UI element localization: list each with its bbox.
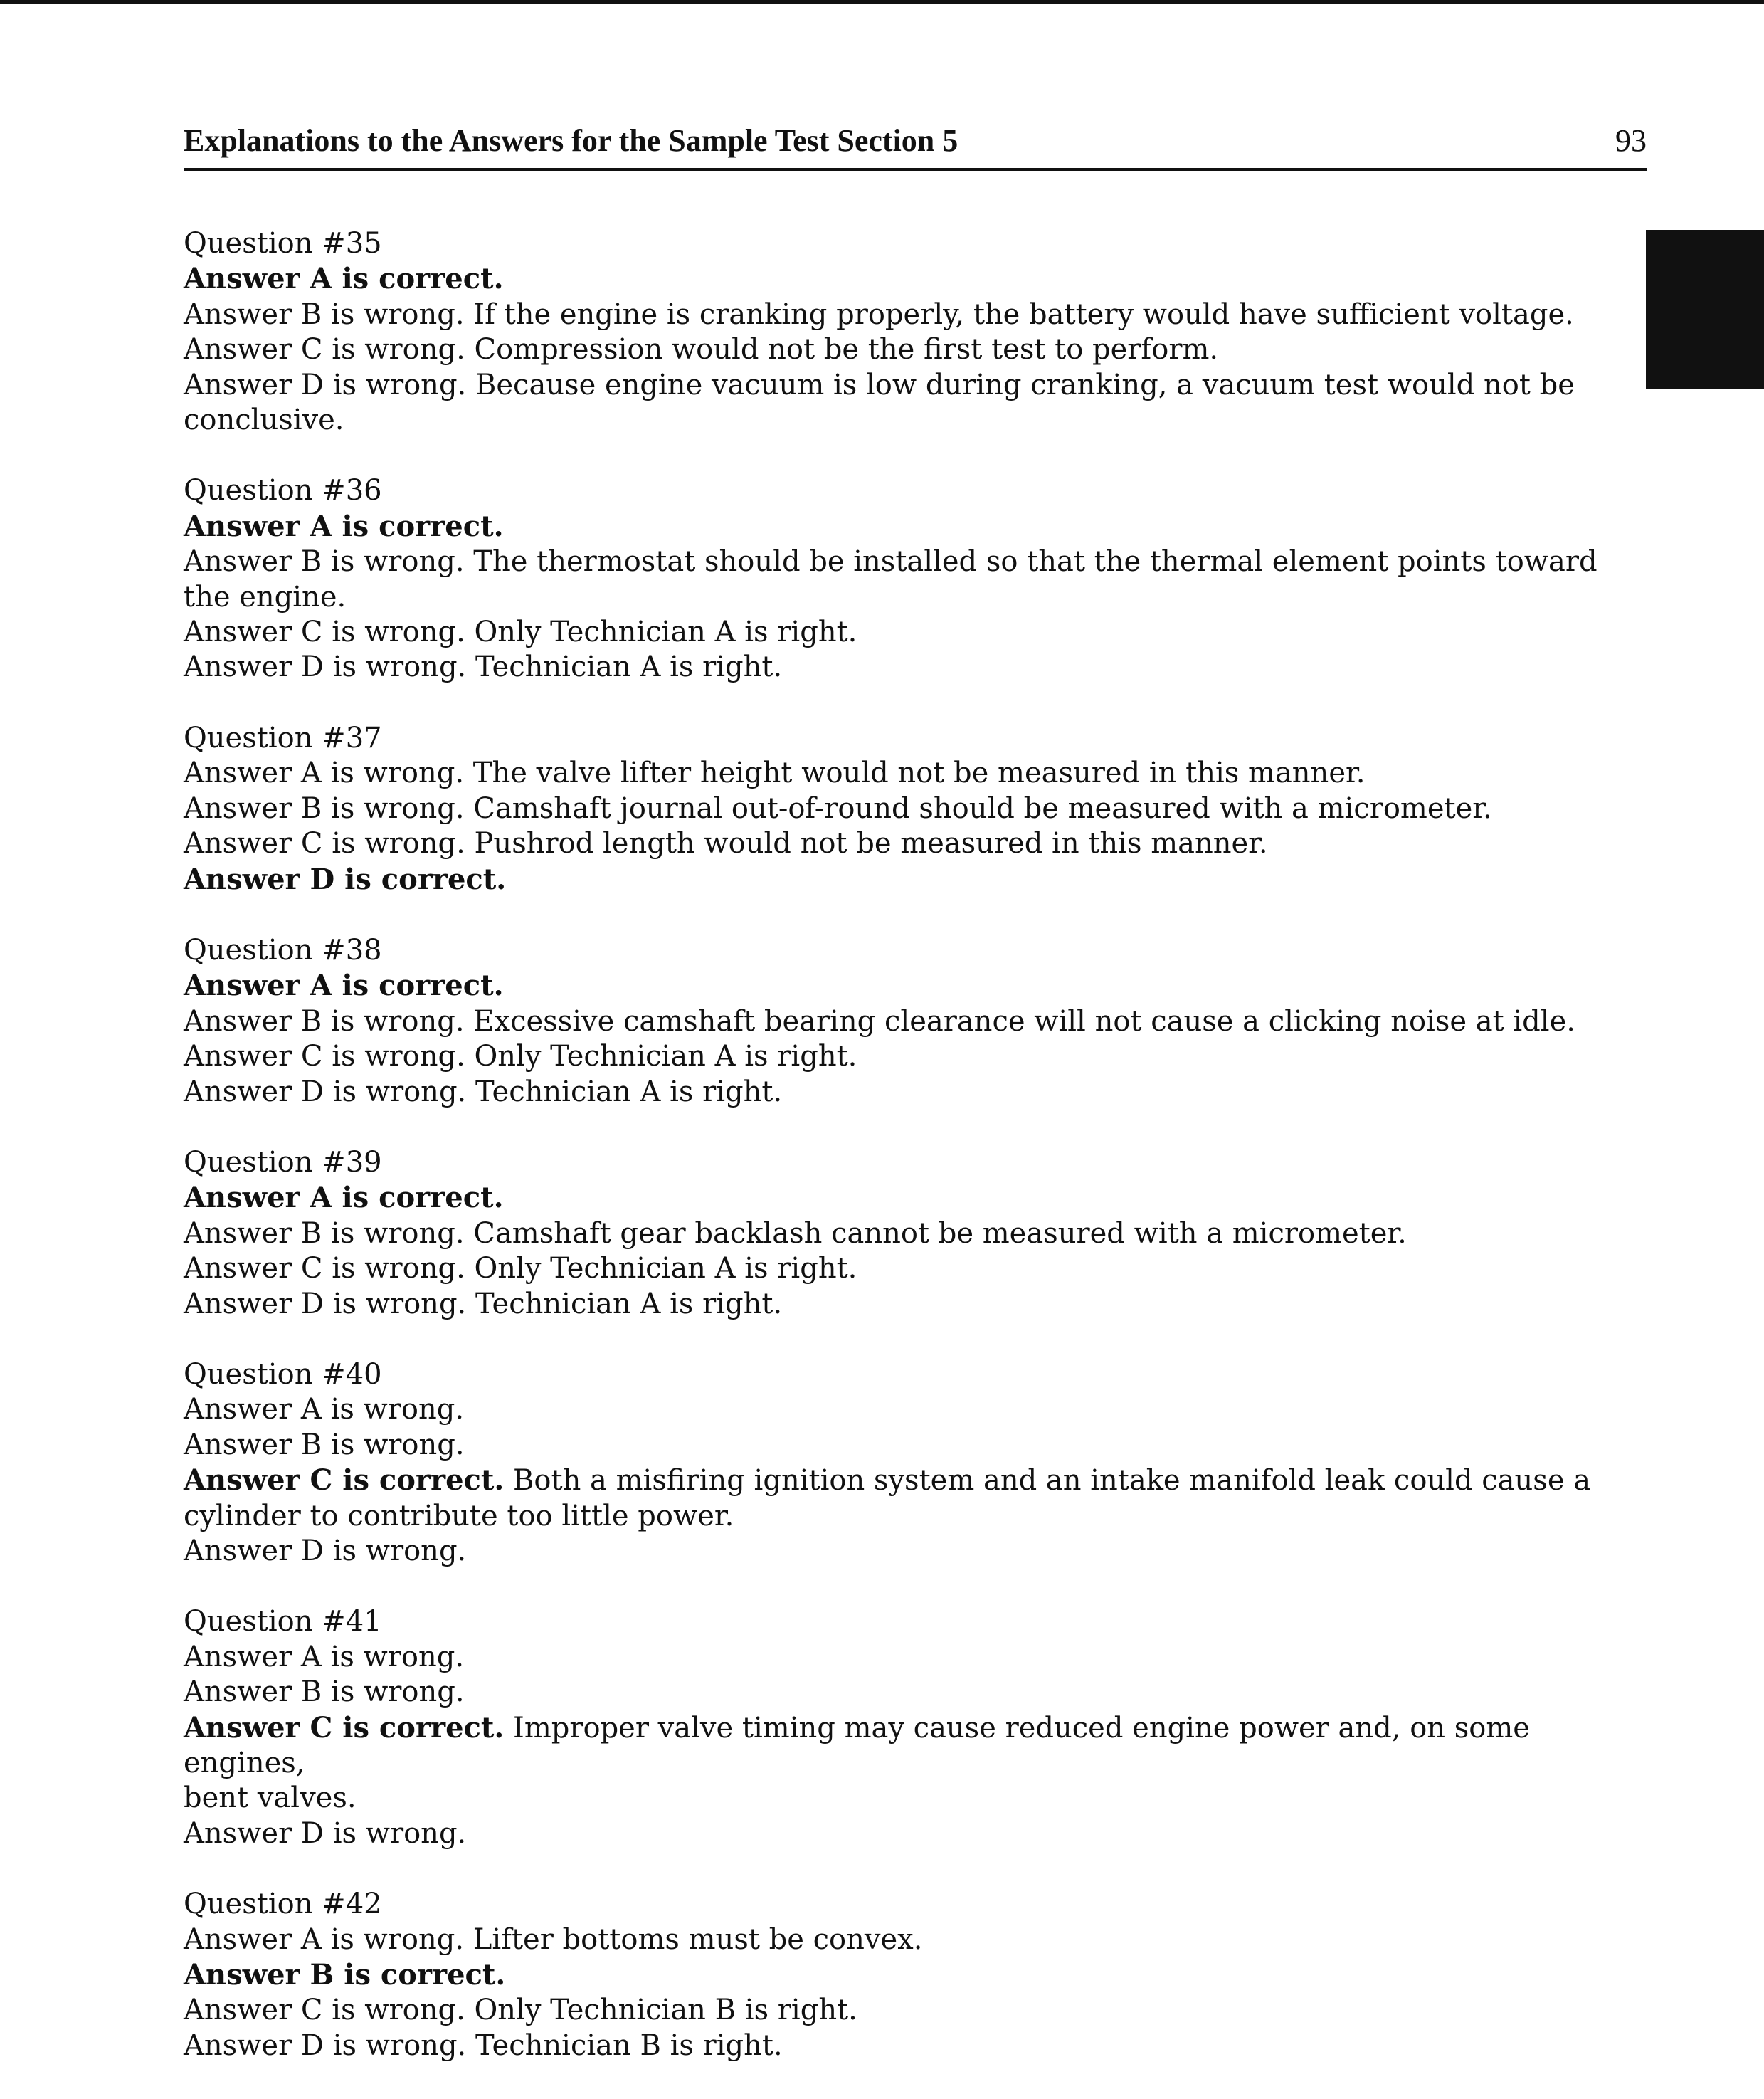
answer-explanation: Answer B is wrong. Camshaft gear backlash cannot be measured with a micrometer.	[184, 1216, 1407, 1250]
answer-explanation: Answer D is wrong.	[184, 1535, 467, 1567]
answer-explanation: Answer A is wrong. Lifter bottoms must be convex.	[184, 1922, 923, 1956]
answer-explanation: Answer D is wrong. Technician A is right.	[184, 1287, 783, 1320]
answer-explanation: conclusive.	[184, 404, 344, 437]
answer-explanation: Answer D is wrong.	[184, 1816, 467, 1850]
answer-line	[184, 650, 1649, 685]
correct-answer-label: Answer C is correct.	[184, 1710, 505, 1745]
answer-explanation: Answer C is wrong. Pushrod length would not be measured in this manner.	[184, 827, 1268, 861]
question-block	[184, 1357, 1649, 1569]
answer-line	[184, 2029, 1649, 2063]
answer-explanation: Answer C is wrong. Only Technician A is right.	[184, 616, 857, 649]
question-block	[184, 1604, 1649, 1851]
question-block	[184, 1145, 1649, 1322]
answer-line	[184, 1640, 1649, 1675]
running-title: Explanations to the Answers for the Sample Test Section 5	[184, 123, 958, 158]
question-title: Question #36	[184, 474, 382, 507]
answer-explanation: Answer C is wrong. Compression would not be the first test to perform.	[184, 333, 1219, 367]
answer-explanations	[184, 226, 1649, 2099]
question-block	[184, 1887, 1649, 2063]
answer-line	[184, 403, 1649, 438]
question-block	[184, 933, 1649, 1110]
answer-line	[184, 580, 1649, 615]
answer-line	[184, 368, 1649, 403]
answer-line	[184, 1993, 1649, 2028]
answer-line	[184, 1781, 1649, 1816]
answer-explanation: Answer D is wrong. Technician B is right.	[184, 2029, 783, 2062]
answer-explanation: Improper valve timing may cause reduced engine power and, on some engines,	[184, 1711, 1539, 1780]
answer-explanation: Answer C is wrong. Only Technician A is right.	[184, 1040, 857, 1073]
question-title: Question #41	[184, 1605, 382, 1638]
correct-answer-label: Answer A is correct.	[184, 262, 504, 296]
answer-line	[184, 545, 1649, 579]
answer-explanation: Answer B is wrong. Excessive camshaft bearing clearance will not cause a clicking noise at idle.	[184, 1004, 1575, 1038]
question-title: Question #39	[184, 1145, 382, 1179]
section-thumb-tab	[1646, 230, 1764, 389]
answer-line	[184, 1004, 1649, 1039]
answer-line	[184, 826, 1649, 861]
answer-explanation: Answer B is wrong. If the engine is cranking properly, the battery would have sufficient voltage.	[184, 298, 1574, 331]
answer-explanation: Answer A is wrong. The valve lifter height would not be measured in this manner.	[184, 757, 1366, 790]
answer-line	[184, 615, 1649, 650]
answer-line	[184, 1428, 1649, 1463]
answer-line	[184, 791, 1649, 826]
answer-explanation: Answer B is wrong.	[184, 1428, 465, 1461]
correct-answer-label: Answer B is correct.	[184, 1958, 506, 1992]
answer-line	[184, 1675, 1649, 1710]
answer-line	[184, 1710, 1649, 1782]
answer-line	[184, 1216, 1649, 1251]
question-title: Question #35	[184, 227, 382, 260]
page-number: 93	[1615, 123, 1647, 158]
answer-line	[184, 1075, 1649, 1110]
answer-line	[184, 1251, 1649, 1286]
question-block	[184, 226, 1649, 438]
answer-explanation: the engine.	[184, 580, 347, 614]
answer-line	[184, 1499, 1649, 1534]
answer-line	[184, 1392, 1649, 1427]
answer-explanation: Answer D is wrong. Because engine vacuum is low during cranking, a vacuum test would not be	[184, 368, 1575, 401]
answer-line	[184, 1957, 1649, 1993]
answer-line	[184, 1180, 1649, 1216]
question-title: Question #38	[184, 933, 382, 967]
question-title: Question #42	[184, 1888, 382, 1921]
question-block	[184, 473, 1649, 685]
answer-explanation: cylinder to contribute too little power.	[184, 1499, 734, 1532]
question-title: Question #40	[184, 1357, 382, 1391]
correct-answer-label: Answer D is correct.	[184, 862, 507, 896]
correct-answer-label: Answer C is correct.	[184, 1463, 505, 1498]
answer-line	[184, 1039, 1649, 1074]
answer-explanation: bent valves.	[184, 1782, 357, 1815]
answer-line	[184, 298, 1649, 332]
top-border-rule	[0, 0, 1764, 4]
correct-answer-label: Answer A is correct.	[184, 1181, 504, 1215]
answer-line	[184, 862, 1649, 898]
question-block	[184, 721, 1649, 898]
answer-explanation: Answer D is wrong. Technician A is right.	[184, 1075, 783, 1108]
answer-line	[184, 1534, 1649, 1569]
answer-explanation: Answer B is wrong. The thermostat should be installed so that the thermal element points toward	[184, 545, 1597, 579]
question-title: Question #37	[184, 721, 382, 754]
answer-line	[184, 332, 1649, 367]
answer-line	[184, 1287, 1649, 1322]
answer-line	[184, 1463, 1649, 1498]
answer-explanation: Answer A is wrong.	[184, 1640, 465, 1673]
correct-answer-label: Answer A is correct.	[184, 509, 504, 543]
answer-explanation: Answer A is wrong.	[184, 1393, 465, 1426]
correct-answer-label: Answer A is correct.	[184, 969, 504, 1003]
answer-line	[184, 1816, 1649, 1851]
answer-explanation: Answer B is wrong.	[184, 1675, 465, 1709]
answer-line	[184, 968, 1649, 1004]
answer-line	[184, 509, 1649, 545]
answer-line	[184, 1922, 1649, 1957]
answer-explanation: Answer B is wrong. Camshaft journal out-of-round should be measured with a micrometer.	[184, 791, 1492, 825]
page-header	[184, 121, 1647, 171]
answer-explanation: Answer D is wrong. Technician A is right.	[184, 651, 783, 684]
answer-explanation: Both a misfiring ignition system and an intake manifold leak could cause a	[504, 1464, 1591, 1498]
answer-line	[184, 261, 1649, 297]
answer-explanation: Answer C is wrong. Only Technician A is right.	[184, 1252, 857, 1285]
answer-line	[184, 756, 1649, 791]
answer-explanation: Answer C is wrong. Only Technician B is right.	[184, 1994, 857, 2027]
